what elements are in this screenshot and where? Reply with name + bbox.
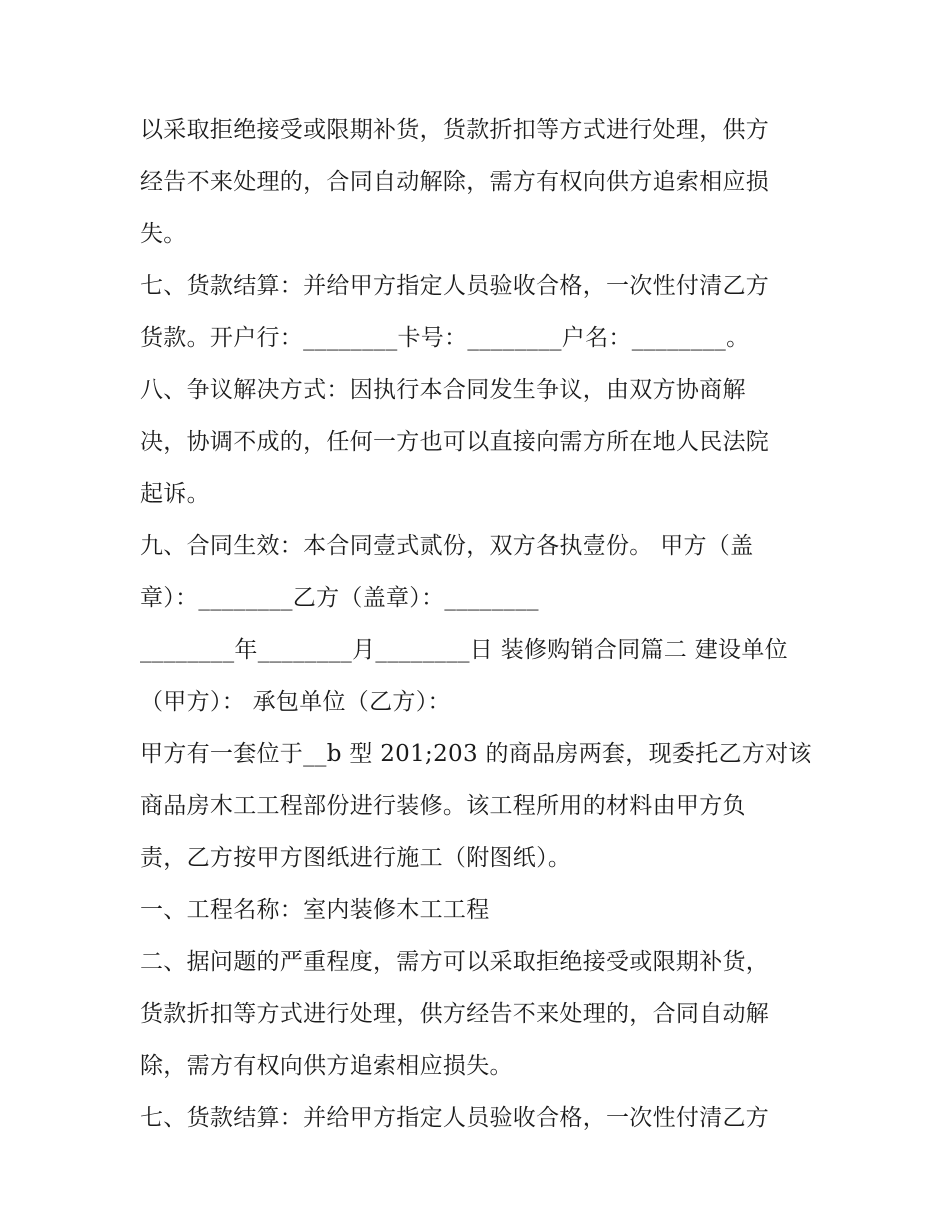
text-line: 商品房木工工程部份进行装修。该工程所用的材料由甲方负 xyxy=(140,793,746,819)
text-line: 除，需方有权向供方追索相应损失。 xyxy=(140,1053,513,1079)
text-line: 决，协调不成的，任何一方也可以直接向需方所在地人民法院 xyxy=(140,429,770,455)
text-line: 货款折扣等方式进行处理，供方经告不来处理的，合同自动解 xyxy=(140,1001,770,1027)
text-line: 责，乙方按甲方图纸进行施工（附图纸）。 xyxy=(140,845,572,871)
text-line: 经告不来处理的，合同自动解除，需方有权向供方追索相应损 xyxy=(140,169,770,195)
text-line: 失。 xyxy=(140,221,187,247)
text-line: 九、合同生效：本合同壹式贰份，双方各执壹份。 甲方（盖 xyxy=(140,533,754,559)
text-line: 以采取拒绝接受或限期补货，货款折扣等方式进行处理，供方 xyxy=(140,117,770,143)
text-line: 甲方有一套位于__b 型 201;203 的商品房两套，现委托乙方对该 xyxy=(140,741,812,767)
text-line: 章）：________乙方（盖章）：________ xyxy=(140,585,539,611)
text-line: ________年________月________日 装修购销合同篇二 建设单位 xyxy=(140,637,788,663)
text-line: 一、工程名称：室内装修木工工程 xyxy=(140,897,490,923)
text-line: （甲方）： 承包单位（乙方）： xyxy=(140,689,451,715)
text-line: 七、货款结算：并给甲方指定人员验收合格，一次性付清乙方 xyxy=(140,1105,770,1131)
text-line: 八、争议解决方式：因执行本合同发生争议，由双方协商解 xyxy=(140,377,746,403)
text-line: 二、据问题的严重程度，需方可以采取拒绝接受或限期补货， xyxy=(140,949,770,975)
document-body xyxy=(140,104,820,1144)
text-line: 七、货款结算：并给甲方指定人员验收合格，一次性付清乙方 xyxy=(140,273,770,299)
text-line: 货款。开户行：________卡号：________户名：________。 xyxy=(140,325,750,351)
text-line: 起诉。 xyxy=(140,481,210,507)
